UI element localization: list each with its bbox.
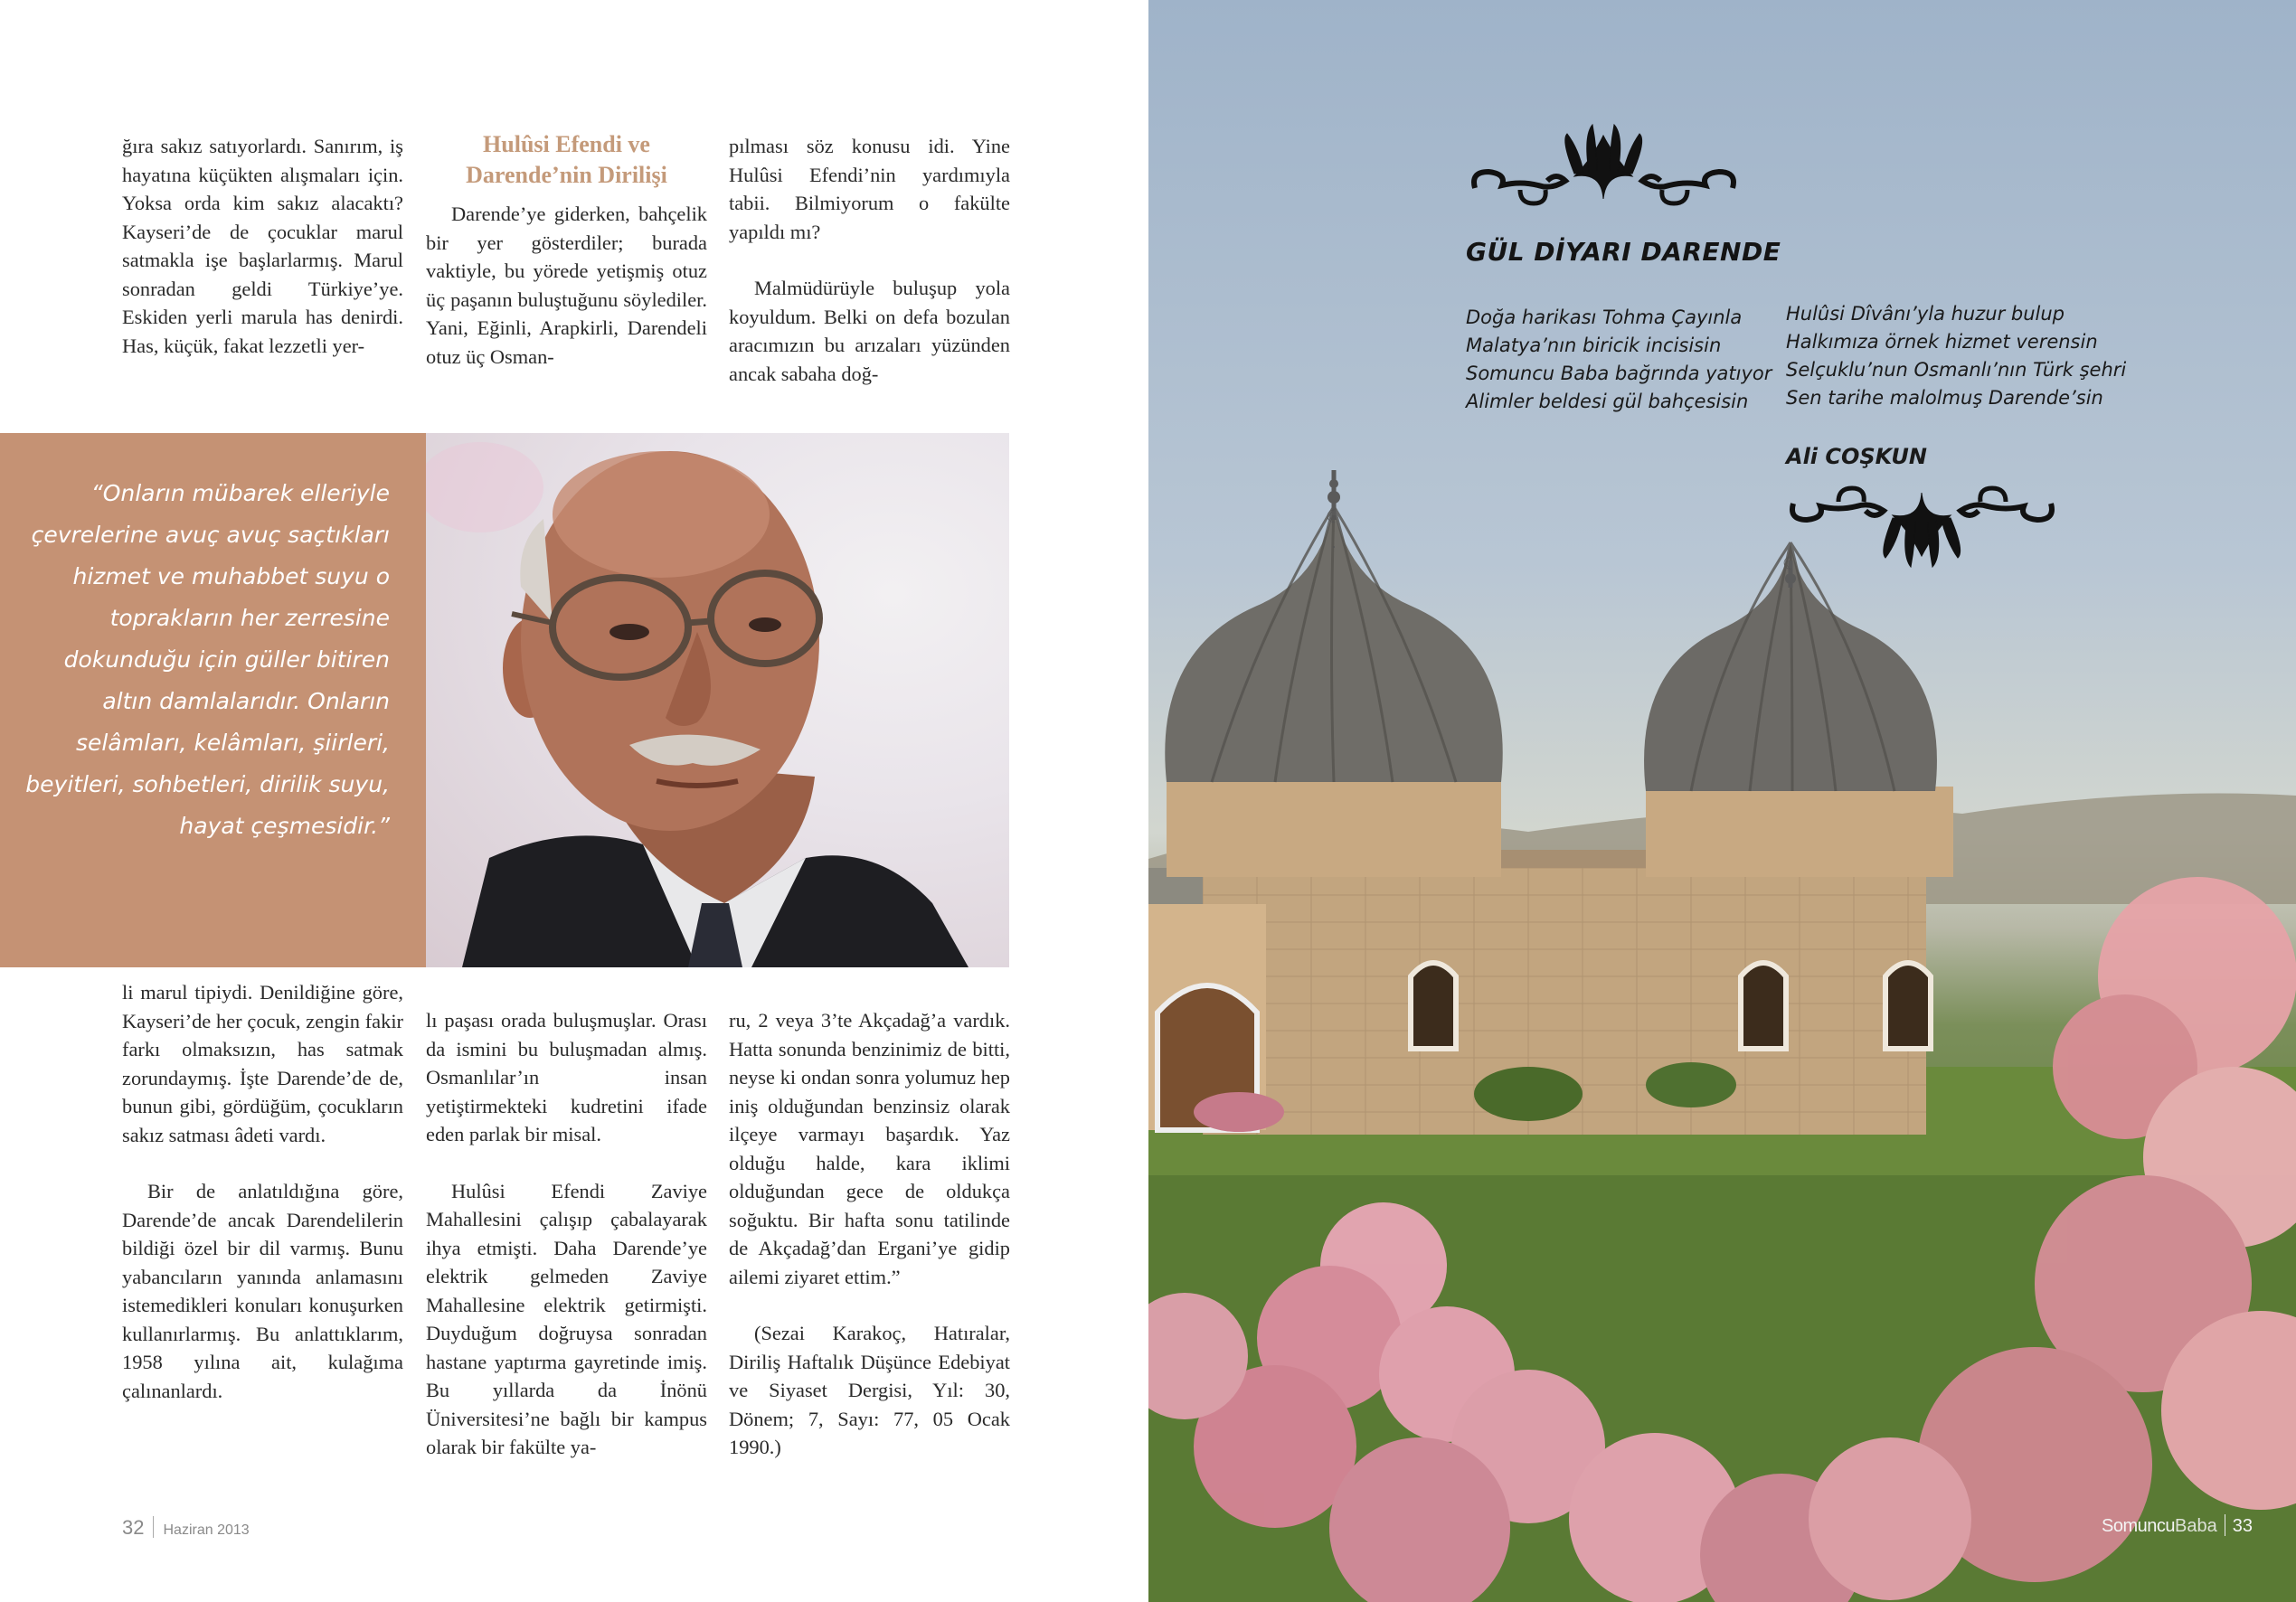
paragraph: Hulûsi Efendi Zaviye Mahallesini çalışıp çabalayarak ihya etmişti. Daha Darende’ye elektrik gelmeden Zaviye Mahallesine elektrik getirmişti. Duyduğum doğruysa sonradan hastane yaptırma gayretinde imiş. Bu yıllarda da İnönü Üniversitesi’ne bağlı bir kampus olarak bir fakülte ya- xyxy=(426,1179,707,1458)
poem-author: Ali COŞKUN xyxy=(1786,444,1927,469)
poem-line: Doğa harikası Tohma Çayınla xyxy=(1466,306,1743,328)
poem-line: Somuncu Baba bağrında yatıyor xyxy=(1466,363,1772,384)
page-number: 33 xyxy=(2232,1516,2253,1536)
poem-line: Sen tarihe malolmuş Darende’sin xyxy=(1786,387,2103,409)
column-2-bottom xyxy=(426,1006,707,1462)
magazine-name-part2: Baba xyxy=(2175,1516,2217,1536)
poem-line: Selçuklu’nun Osmanlı’nın Türk şehri xyxy=(1786,359,2127,381)
paragraph: Malmüdürüyle buluşup yola koyuldum. Belki on defa bozulan aracımızın bu arızaları yüzünden ancak sabaha doğ- xyxy=(729,277,1010,385)
poem-line: Halkımıza örnek hizmet verensin xyxy=(1786,331,2098,353)
poem-line: Malatya’nın biricik incisisin xyxy=(1466,335,1722,356)
portrait-illustration xyxy=(426,433,1009,967)
poem-stanza-right xyxy=(1786,300,2126,412)
citation: (Sezai Karakoç, Hatıralar, Diriliş Haftalık Düşünce Edebiyat ve Siyaset Dergisi, Yıl: 30, Dönem; 7, Sayı: 77, 05 Ocak 1990.) xyxy=(729,1322,1010,1458)
column-2-top xyxy=(426,129,707,371)
page-number: 32 xyxy=(122,1516,145,1539)
right-page xyxy=(1148,0,2296,1602)
section-subheading: Hulûsi Efendi ve Darende’nin Dirilişi xyxy=(466,131,667,188)
paragraph: lı paşası orada buluşmuşlar. Orası da ismini bu buluşmadan almış. Osmanlılar’ın insan yetiştirmekteki kudretini ifade eden parlak bir misal. xyxy=(426,1009,707,1145)
paragraph: li marul tipiydi. Denildiğine göre, Kayseri’de her çocuk, zengin fakir farkı olmaksızın, has satmak zorundaymış. İşte Darende’de de, bunun gibi, gördüğüm, çocukların sakız satması âdeti vardı. xyxy=(122,981,403,1146)
svg-text:☾: ☾ xyxy=(1782,552,1799,574)
pull-quote: “Onların mübarek elleriyle çevrelerine avuç avuç saçtıkları hizmet ve muhabbet suyu o toprakların her zerresine dokunduğu için güller bitiren altın damlalarıdır. Onların selâmları, kelâmları, şiirleri, beyitleri, sohbetleri, dirilik suyu, hayat çeşmesidir.” xyxy=(25,480,390,839)
paragraph: ğıra sakız satıyorlardı. Sanırım, iş hayatına küçükten alışmaları için. Yoksa orda kim sakız alacaktı? Kayseri’de de çocuklar marul satmakla işe başlarlarmış. Marul sonradan geldi Türkiye’ye. Eskiden yerli marula has denirdi. Has, küçük, fakat lezzetli yer- xyxy=(122,135,403,357)
paragraph: ru, 2 veya 3’te Akçadağ’a vardık. Hatta sonunda benzinimiz de bitti, neyse ki ondan sonra yolumuz hep iniş olduğundan benzinsiz olarak ilçeye varmayı başardık. Yaz olduğu halde, kara iklimi olduğundan gece de oldukça soğuktu. Bir hafta sonu tatilinde de Akçadağ’dan Ergani’ye gidip ailemi ziyaret ettim.” xyxy=(729,1009,1010,1288)
poem-line: Alimler beldesi gül bahçesisin xyxy=(1466,391,1749,412)
ornament-top-icon xyxy=(1466,118,1742,208)
paragraph: Darende’ye giderken, bahçelik bir yer gösterdiler; burada vaktiyle, bu yörede yetişmiş otuz üç paşanın buluştuğunu söylediler. Yani, Eğinli, Arapkirli, Darendeli otuz üç Osman- xyxy=(426,203,707,368)
column-3-bottom xyxy=(729,1006,1010,1462)
paragraph: pılması söz konusu idi. Yine Hulûsi Efendi’nin yardımıyla tabii. Bilmiyorum o fakülte yapıldı mı? xyxy=(729,135,1010,243)
magazine-name-part1: Somuncu xyxy=(2102,1516,2176,1536)
paragraph: Bir de anlatıldığına göre, Darende’de ancak Darendelilerin bildiği özel bir dil varmış. Bunu yabancıların yanında anlamasını istemedikleri konuları konuşurken kullanırlarmış. Bu anlattıklarım, 1958 yılına ait, kulağıma çalınanlardı. xyxy=(122,1180,403,1402)
poem-line: Hulûsi Dîvânı’yla huzur bulup xyxy=(1786,303,2065,325)
poem-title: GÜL DİYARI DARENDE xyxy=(1466,237,1781,267)
svg-text:☾: ☾ xyxy=(1326,505,1342,527)
pull-quote-box xyxy=(0,433,426,967)
issue-date: Haziran 2013 xyxy=(163,1522,250,1538)
poem-stanza-left xyxy=(1466,304,1772,416)
ornament-bottom-icon xyxy=(1784,484,2060,574)
column-1-top xyxy=(122,132,403,360)
portrait-photo xyxy=(426,433,1009,967)
column-3-top xyxy=(729,132,1010,388)
page-footer-right xyxy=(2102,1514,2253,1537)
column-1-bottom xyxy=(122,978,403,1405)
page-footer-left xyxy=(122,1516,250,1540)
